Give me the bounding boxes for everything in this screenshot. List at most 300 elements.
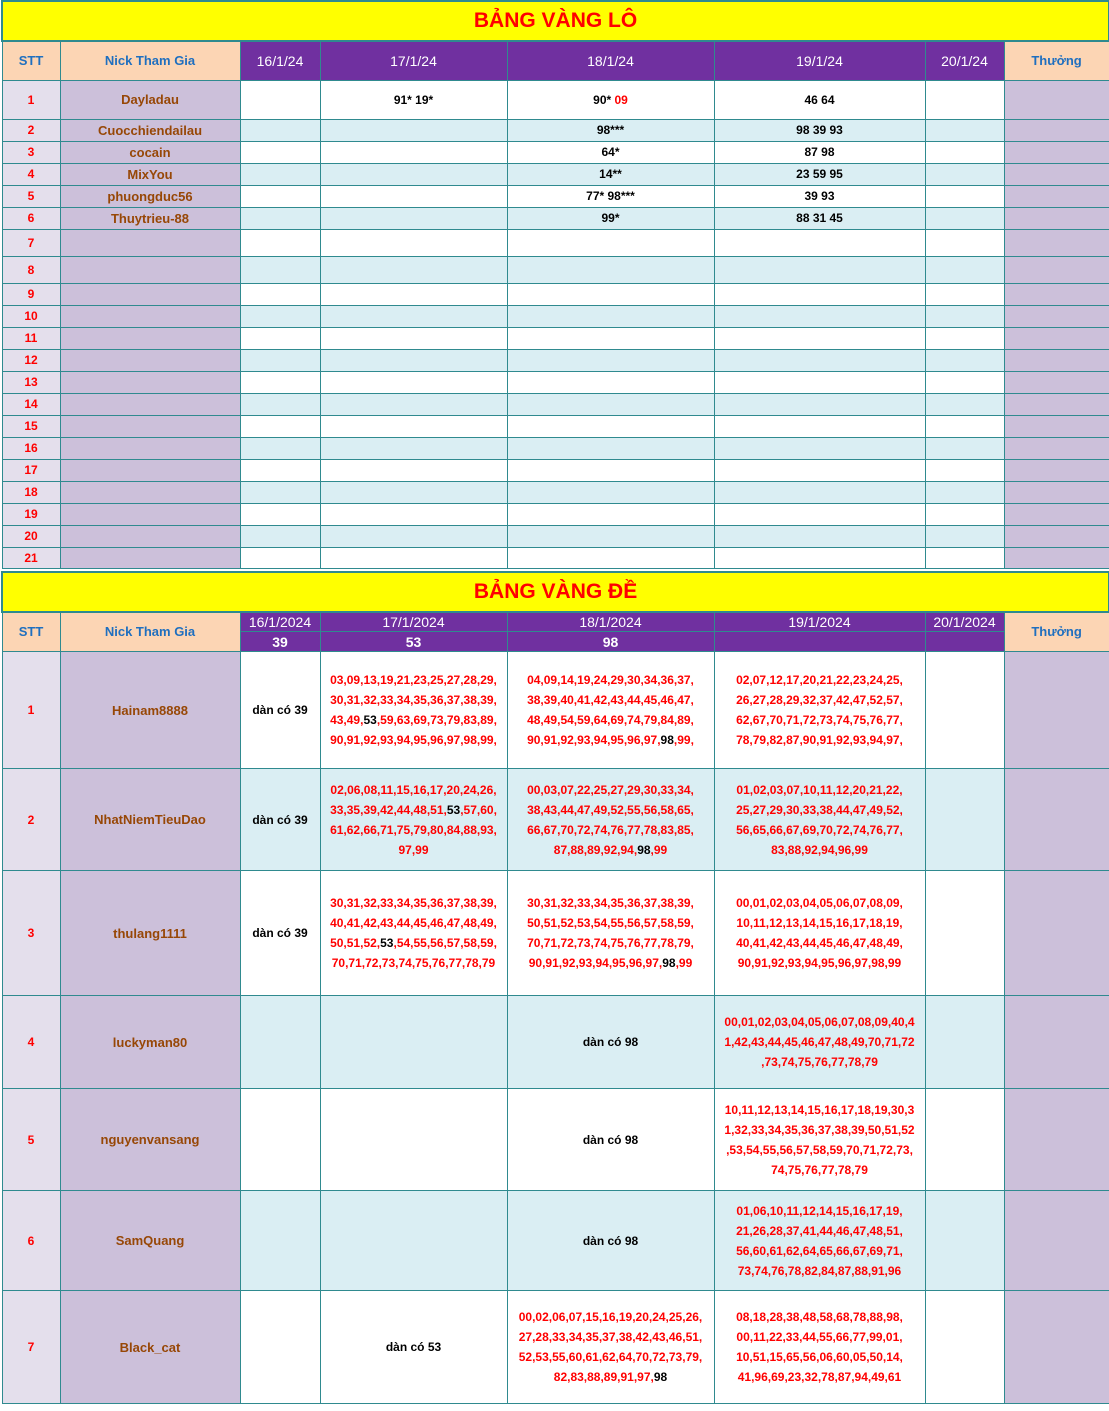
number-segment: 10,11,12,13,14,15,16,17,18,19,30,3 — [724, 1102, 915, 1117]
lo-row-stt: 20 — [2, 525, 60, 547]
de-header-date-5: 20/1/2024 — [925, 612, 1004, 632]
lo-table-row — [2, 481, 1109, 503]
lo-title: BẢNG VÀNG LÔ — [2, 1, 1109, 41]
lo-table-row — [2, 283, 1109, 305]
lo-row-nick: cocain — [60, 141, 240, 163]
lo-cell-date-1 — [240, 371, 320, 393]
lo-cell-date-3-black: 77* 98*** — [586, 189, 635, 203]
number-segment: 33,35,39,42,44,48,51, — [330, 802, 447, 817]
lo-table-row — [2, 163, 1109, 185]
number-segment: 10,51,15,65,56,06,60,05,50,14, — [736, 1350, 903, 1364]
number-segment: 90,91,92,93,94,95,96,97, — [527, 733, 661, 747]
number-line — [715, 710, 925, 730]
de-cell-date-4 — [714, 769, 925, 871]
de-cell-date-2 — [320, 1089, 507, 1191]
de-table-row — [2, 1191, 1109, 1291]
number-line — [321, 800, 507, 820]
number-segment: ,54,55,56,57,58,59, — [393, 936, 497, 950]
lo-cell-date-3 — [507, 163, 714, 185]
lo-row-stt: 17 — [2, 459, 60, 481]
number-line — [715, 1367, 925, 1387]
number-line — [321, 913, 507, 933]
number-line — [715, 1100, 925, 1120]
lo-row-nick — [60, 437, 240, 459]
lo-row-stt: 21 — [2, 547, 60, 568]
de-table — [1, 571, 1109, 1405]
lo-cell-date-5 — [925, 371, 1004, 393]
number-line — [715, 670, 925, 690]
lo-cell-date-5 — [925, 119, 1004, 141]
number-segment: 04,09,14,19,24,29,30,34,36,37, — [527, 673, 694, 687]
lo-table-row — [2, 393, 1109, 415]
lo-header-date-2: 17/1/24 — [320, 41, 507, 80]
lo-table-row — [2, 547, 1109, 568]
lo-cell-date-5 — [925, 481, 1004, 503]
lo-table-row — [2, 185, 1109, 207]
lo-cell-date-2 — [320, 481, 507, 503]
dan-label: dàn có 98 — [582, 1233, 639, 1248]
number-segment: 26,27,28,29,32,37,42,47,52,57, — [736, 693, 903, 707]
lo-cell-reward — [1004, 415, 1109, 437]
de-result-3: 98 — [507, 632, 714, 652]
de-header-stt: STT — [2, 612, 60, 652]
de-header-date-1: 16/1/2024 — [240, 612, 320, 632]
lo-cell-date-5 — [925, 327, 1004, 349]
number-line — [715, 1120, 925, 1140]
lo-cell-date-4 — [714, 481, 925, 503]
lo-cell-date-3 — [507, 256, 714, 283]
de-row-stt: 3 — [2, 871, 60, 996]
lo-cell-date-2 — [320, 327, 507, 349]
de-cell-date-2 — [320, 996, 507, 1089]
number-segment: 40,41,42,43,44,45,46,47,48,49, — [736, 936, 903, 950]
number-segment: 52,53,55,60,61,62,64,70,72,73,79, — [518, 1350, 703, 1364]
lo-cell-date-2 — [320, 256, 507, 283]
number-segment: 10,11,12,13,14,15,16,17,18,19, — [736, 916, 903, 930]
de-row-stt: 6 — [2, 1191, 60, 1291]
lo-row-nick — [60, 229, 240, 256]
de-cell-date-1 — [240, 1191, 320, 1291]
lo-cell-date-1 — [240, 327, 320, 349]
lo-cell-date-2 — [320, 163, 507, 185]
lo-header-date-3: 18/1/24 — [507, 41, 714, 80]
lo-cell-date-5 — [925, 229, 1004, 256]
number-line — [715, 1261, 925, 1281]
number-segment: 70,71,72,73,74,75,76,77,78,79, — [527, 936, 694, 950]
de-row-nick: Hainam8888 — [60, 652, 240, 769]
de-cell-reward — [1004, 652, 1109, 769]
de-cell-reward — [1004, 769, 1109, 871]
number-segment: ,99, — [673, 733, 694, 747]
lo-row-nick — [60, 459, 240, 481]
lo-cell-date-5 — [925, 547, 1004, 568]
number-line — [321, 730, 507, 750]
lo-cell-date-4 — [714, 393, 925, 415]
number-segment: ,53,54,55,56,57,58,59,70,71,72,73, — [726, 1142, 913, 1157]
lo-cell-date-3 — [507, 437, 714, 459]
number-segment: 43,49, — [330, 713, 364, 727]
lo-cell-date-1 — [240, 283, 320, 305]
number-line — [715, 953, 925, 973]
de-header-date-2: 17/1/2024 — [320, 612, 507, 632]
number-segment: 38,43,44,47,49,52,55,56,58,65, — [527, 802, 694, 817]
number-segment: 1,42,43,44,45,46,47,48,49,70,71,72 — [724, 1035, 915, 1049]
de-row-nick: luckyman80 — [60, 996, 240, 1089]
lo-row-stt: 11 — [2, 327, 60, 349]
lo-cell-reward — [1004, 163, 1109, 185]
number-line — [715, 1241, 925, 1261]
lo-row-nick — [60, 256, 240, 283]
number-line — [321, 690, 507, 710]
number-line — [715, 933, 925, 953]
lo-cell-date-2: 91* 19* — [320, 80, 507, 119]
number-segment: 30,31,32,33,34,35,36,37,38,39, — [527, 896, 694, 910]
lo-header-date-4: 19/1/24 — [714, 41, 925, 80]
number-segment: 90,91,92,93,94,95,96,97, — [528, 956, 663, 970]
number-line — [715, 1307, 925, 1327]
de-row-stt: 4 — [2, 996, 60, 1089]
de-cell-date-3 — [507, 769, 714, 871]
number-segment: 61,62,66,71,75,79,80,84,88,93, — [330, 822, 497, 837]
lo-cell-date-3 — [507, 207, 714, 229]
number-segment: 00,01,02,03,04,05,06,07,08,09, — [736, 896, 903, 910]
lo-cell-date-5 — [925, 503, 1004, 525]
number-line — [715, 840, 925, 860]
lo-row-stt: 8 — [2, 256, 60, 283]
de-cell-reward — [1004, 1291, 1109, 1404]
lo-cell-date-3 — [507, 481, 714, 503]
de-cell-date-3 — [507, 1291, 714, 1404]
lo-row-stt: 5 — [2, 185, 60, 207]
lo-cell-reward — [1004, 80, 1109, 119]
lo-row-stt: 14 — [2, 393, 60, 415]
number-line — [508, 953, 714, 973]
lo-cell-date-3 — [507, 80, 714, 119]
lo-table-row — [2, 141, 1109, 163]
lo-cell-date-2 — [320, 349, 507, 371]
lo-cell-date-3 — [507, 415, 714, 437]
de-cell-date-3 — [507, 871, 714, 996]
winning-number: 53 — [380, 936, 394, 950]
lo-row-stt: 10 — [2, 305, 60, 327]
number-line — [508, 780, 714, 800]
de-cell-date-4 — [714, 1191, 925, 1291]
lo-row-stt: 15 — [2, 415, 60, 437]
number-segment: ,99 — [675, 956, 693, 970]
lo-cell-date-4 — [714, 256, 925, 283]
number-line — [321, 840, 507, 860]
lo-table-row — [2, 119, 1109, 141]
lo-cell-date-2 — [320, 229, 507, 256]
number-line — [715, 730, 925, 750]
lo-cell-date-2 — [320, 185, 507, 207]
de-row-nick: SamQuang — [60, 1191, 240, 1291]
de-cell-date-4 — [714, 1291, 925, 1404]
number-line — [508, 690, 714, 710]
lo-cell-date-2 — [320, 459, 507, 481]
de-cell-date-2 — [320, 769, 507, 871]
lo-table-row — [2, 349, 1109, 371]
lo-cell-reward — [1004, 437, 1109, 459]
de-table-row — [2, 652, 1109, 769]
lo-cell-date-1 — [240, 503, 320, 525]
lo-cell-reward — [1004, 459, 1109, 481]
number-line — [321, 933, 507, 953]
lo-cell-date-4: 46 64 — [714, 80, 925, 119]
number-segment: 00,01,02,03,04,05,06,07,08,09,40,4 — [724, 1015, 915, 1029]
lo-header-reward: Thưởng — [1004, 41, 1109, 80]
winning-number: 53 — [363, 713, 377, 727]
number-line — [508, 1367, 714, 1387]
number-line — [321, 820, 507, 840]
de-cell-reward — [1004, 996, 1109, 1089]
lo-cell-date-1 — [240, 305, 320, 327]
number-segment: 74,75,76,77,78,79 — [771, 1162, 868, 1177]
lo-cell-date-5 — [925, 393, 1004, 415]
number-line — [715, 1201, 925, 1221]
de-cell-date-1 — [240, 996, 320, 1089]
number-line — [715, 1221, 925, 1241]
lo-row-nick: Dayladau — [60, 80, 240, 119]
lo-cell-date-2 — [320, 503, 507, 525]
number-segment: 03,09,13,19,21,23,25,27,28,29, — [330, 673, 497, 687]
lo-table-row — [2, 415, 1109, 437]
lo-cell-date-2 — [320, 393, 507, 415]
number-segment: 90,91,92,93,94,95,96,97,98,99 — [737, 956, 902, 970]
lo-cell-reward — [1004, 283, 1109, 305]
number-segment: 00,03,07,22,25,27,29,30,33,34, — [527, 782, 694, 797]
lo-cell-date-2 — [320, 119, 507, 141]
lo-cell-date-5 — [925, 305, 1004, 327]
lo-cell-date-3 — [507, 185, 714, 207]
lo-cell-date-1 — [240, 481, 320, 503]
lo-cell-date-2 — [320, 525, 507, 547]
number-segment: ,57,60, — [460, 802, 497, 817]
lo-cell-date-1 — [240, 80, 320, 119]
lo-cell-date-3 — [507, 459, 714, 481]
de-table-row — [2, 1291, 1109, 1404]
de-cell-date-5 — [925, 871, 1004, 996]
winning-number: 98 — [660, 733, 674, 747]
lo-row-nick — [60, 349, 240, 371]
lo-cell-reward — [1004, 547, 1109, 568]
lo-cell-date-1 — [240, 207, 320, 229]
lo-cell-reward — [1004, 371, 1109, 393]
lo-cell-reward — [1004, 185, 1109, 207]
number-line — [321, 893, 507, 913]
lo-row-nick — [60, 415, 240, 437]
de-cell-date-2 — [320, 871, 507, 996]
de-header-reward: Thưởng — [1004, 612, 1109, 652]
de-cell-reward — [1004, 1089, 1109, 1191]
lo-cell-date-3 — [507, 349, 714, 371]
number-segment: 30,31,32,33,34,35,36,37,38,39, — [330, 896, 497, 910]
number-line — [508, 893, 714, 913]
de-cell-date-3 — [507, 652, 714, 769]
number-segment: ,99 — [650, 842, 668, 857]
de-cell-date-5 — [925, 769, 1004, 871]
lo-row-stt: 18 — [2, 481, 60, 503]
lo-cell-date-3-black: 98*** — [596, 123, 625, 137]
lo-cell-date-2 — [320, 141, 507, 163]
de-header-date-3: 18/1/2024 — [507, 612, 714, 632]
lo-cell-date-1 — [240, 415, 320, 437]
lo-table-row — [2, 207, 1109, 229]
de-cell-date-3 — [507, 1089, 714, 1191]
lo-cell-date-3 — [507, 229, 714, 256]
lo-row-nick: MixYou — [60, 163, 240, 185]
number-line — [508, 820, 714, 840]
lo-cell-date-1 — [240, 185, 320, 207]
lo-cell-date-1 — [240, 349, 320, 371]
de-cell-date-2 — [320, 1191, 507, 1291]
lo-header-stt: STT — [2, 41, 60, 80]
lo-cell-date-3 — [507, 525, 714, 547]
number-segment: 78,79,82,87,90,91,92,93,94,97, — [736, 733, 903, 747]
de-row-nick: Black_cat — [60, 1291, 240, 1404]
number-line — [715, 1347, 925, 1367]
dan-label: dàn có 39 — [252, 703, 308, 717]
lo-cell-date-4 — [714, 349, 925, 371]
lo-cell-date-5 — [925, 141, 1004, 163]
de-cell-date-4 — [714, 1089, 925, 1191]
lo-row-stt: 12 — [2, 349, 60, 371]
number-segment: 08,18,28,38,48,58,68,78,88,98, — [736, 1310, 903, 1324]
lo-row-nick — [60, 481, 240, 503]
de-cell-date-5 — [925, 1291, 1004, 1404]
de-rows — [2, 652, 1109, 1404]
number-segment: 02,07,12,17,20,21,22,23,24,25, — [736, 673, 903, 687]
lo-table-row — [2, 80, 1109, 119]
lo-cell-date-1 — [240, 393, 320, 415]
lo-row-nick: Thuytrieu-88 — [60, 207, 240, 229]
de-header-nick: Nick Tham Gia — [60, 612, 240, 652]
number-segment: 00,11,22,33,44,55,66,77,99,01, — [736, 1330, 903, 1344]
number-line — [508, 913, 714, 933]
number-segment: 70,71,72,73,74,75,76,77,78,79 — [331, 956, 496, 970]
lo-cell-date-2 — [320, 305, 507, 327]
number-segment: ,59,63,69,73,79,83,89, — [376, 713, 497, 727]
number-line — [321, 780, 507, 800]
lo-row-stt: 16 — [2, 437, 60, 459]
number-segment: 90,91,92,93,94,95,96,97,98,99, — [330, 733, 497, 747]
lo-cell-date-4 — [714, 327, 925, 349]
lo-cell-date-5 — [925, 256, 1004, 283]
lo-row-stt: 7 — [2, 229, 60, 256]
number-line — [715, 780, 925, 800]
de-result-1: 39 — [240, 632, 320, 652]
de-cell-date-4 — [714, 871, 925, 996]
number-segment: 62,67,70,71,72,73,74,75,76,77, — [736, 713, 903, 727]
lo-cell-date-3-black: 99* — [601, 211, 620, 225]
dan-label: dàn có 53 — [385, 1340, 442, 1354]
lo-cell-date-5 — [925, 185, 1004, 207]
number-line — [715, 1012, 925, 1032]
number-line — [508, 1307, 714, 1327]
lo-cell-date-1 — [240, 459, 320, 481]
de-cell-date-5 — [925, 1089, 1004, 1191]
de-cell-date-2 — [320, 652, 507, 769]
lo-cell-date-3-black: 64* — [601, 145, 620, 159]
de-header-date-4: 19/1/2024 — [714, 612, 925, 632]
lo-cell-date-2 — [320, 547, 507, 568]
winning-number: 98 — [662, 956, 676, 970]
lo-cell-date-3-black: 90* — [593, 92, 615, 107]
dan-label: dàn có 39 — [252, 812, 308, 827]
number-segment: 01,02,03,07,10,11,12,20,21,22, — [736, 782, 903, 797]
de-cell-date-5 — [925, 1191, 1004, 1291]
number-line — [715, 1140, 925, 1160]
de-table-row — [2, 769, 1109, 871]
lo-row-nick — [60, 503, 240, 525]
number-segment: ,73,74,75,76,77,78,79 — [761, 1055, 878, 1069]
lo-cell-date-4 — [714, 305, 925, 327]
lo-row-stt: 19 — [2, 503, 60, 525]
lo-table-row — [2, 305, 1109, 327]
lo-rows — [2, 80, 1109, 568]
lo-cell-date-5 — [925, 437, 1004, 459]
lo-cell-date-1 — [240, 163, 320, 185]
number-segment: 48,49,54,59,64,69,74,79,84,89, — [527, 713, 694, 727]
lo-cell-date-5 — [925, 349, 1004, 371]
lo-cell-date-1 — [240, 119, 320, 141]
number-segment: 01,06,10,11,12,14,15,16,17,19, — [736, 1203, 903, 1218]
de-row-nick: thulang1111 — [60, 871, 240, 996]
de-row-stt: 1 — [2, 652, 60, 769]
number-segment: 00,02,06,07,15,16,19,20,24,25,26, — [518, 1310, 703, 1324]
de-table-row — [2, 996, 1109, 1089]
lo-cell-date-4 — [714, 459, 925, 481]
lo-cell-date-5 — [925, 80, 1004, 119]
lo-cell-date-4 — [714, 415, 925, 437]
number-segment: 40,41,42,43,44,45,46,47,48,49, — [330, 916, 497, 930]
lo-cell-date-5 — [925, 525, 1004, 547]
number-segment: 82,83,88,89,91,97, — [553, 1370, 654, 1384]
lo-row-nick — [60, 283, 240, 305]
de-table-row — [2, 1089, 1109, 1191]
winning-number: 98 — [653, 1370, 668, 1384]
lo-cell-reward — [1004, 119, 1109, 141]
number-segment: 41,96,69,23,32,78,87,94,49,61 — [737, 1370, 902, 1384]
lo-row-stt: 6 — [2, 207, 60, 229]
lo-row-stt: 3 — [2, 141, 60, 163]
lo-cell-date-1 — [240, 229, 320, 256]
lo-cell-date-3-black: 14** — [599, 167, 622, 181]
lo-cell-reward — [1004, 327, 1109, 349]
number-segment: 66,67,70,72,74,76,77,78,83,85, — [527, 822, 694, 837]
number-segment: 56,65,66,67,69,70,72,74,76,77, — [736, 822, 903, 837]
lo-cell-date-5 — [925, 207, 1004, 229]
lo-cell-reward — [1004, 349, 1109, 371]
lo-row-nick: phuongduc56 — [60, 185, 240, 207]
dan-label: dàn có 39 — [252, 926, 308, 940]
number-segment: 87,88,89,92,94, — [553, 842, 638, 857]
lo-cell-date-1 — [240, 547, 320, 568]
lo-table — [1, 0, 1109, 569]
de-result-5 — [925, 632, 1004, 652]
lo-cell-reward — [1004, 393, 1109, 415]
lo-cell-date-3 — [507, 283, 714, 305]
de-row-nick: nguyenvansang — [60, 1089, 240, 1191]
lo-cell-date-1 — [240, 437, 320, 459]
lo-cell-reward — [1004, 481, 1109, 503]
lo-cell-reward — [1004, 141, 1109, 163]
lo-row-stt: 2 — [2, 119, 60, 141]
de-result-4 — [714, 632, 925, 652]
number-line — [715, 690, 925, 710]
lo-cell-date-3-red: 09 — [614, 92, 628, 107]
de-cell-date-5 — [925, 652, 1004, 769]
